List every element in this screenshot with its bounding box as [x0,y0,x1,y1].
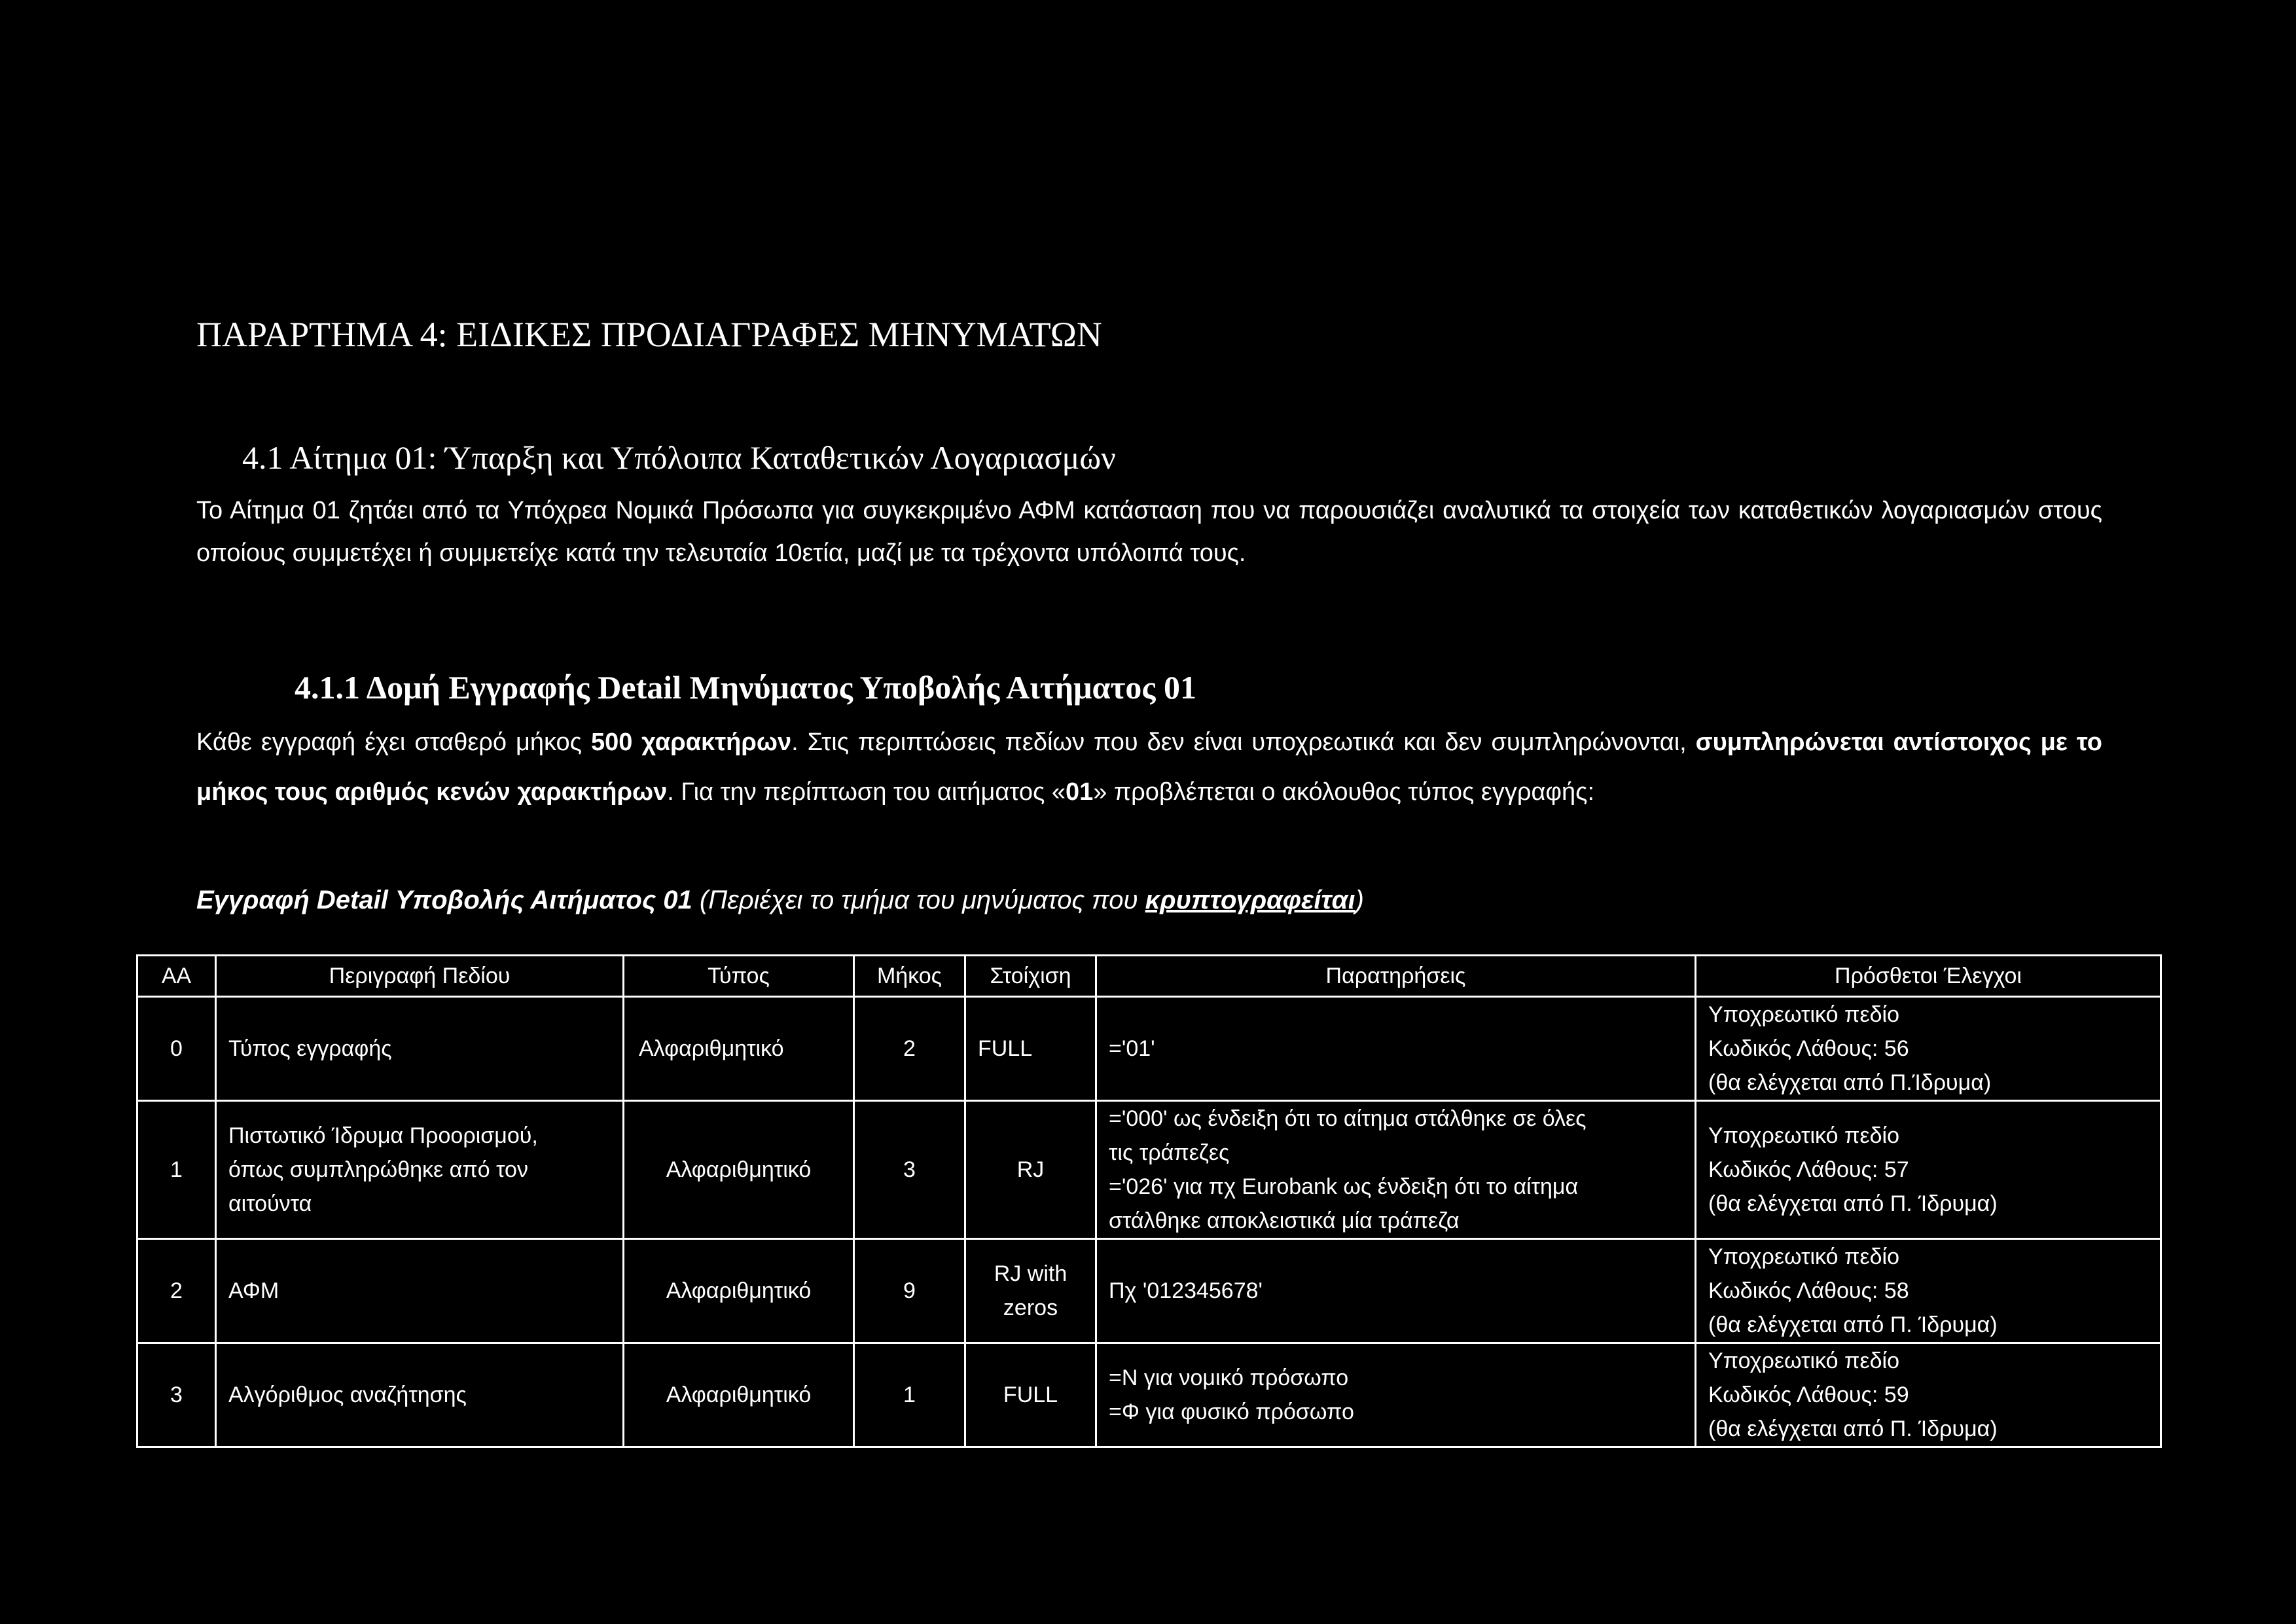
col-header-length: Μήκος [854,956,965,997]
cell-alignment [965,1343,1096,1447]
cell-checks [1696,1101,2161,1239]
table-row [137,997,2161,1101]
cell-type: Αλφαριθμητικό [624,1343,854,1447]
cell-notes [1096,1239,1696,1343]
paragraph-text: » προβλέπεται ο ακόλουθος τύπος εγγραφής: [1093,778,1595,806]
col-header-description: Περιγραφή Πεδίου [216,956,624,997]
cell-line: όπως συμπληρώθηκε από τον [228,1157,528,1182]
cell-aa: 0 [137,997,216,1101]
cell-type: Αλφαριθμητικό [624,997,854,1101]
cell-line: αιτούντα [228,1191,312,1216]
cell-line: ΑΦΜ [228,1278,279,1303]
cell-line: =Φ για φυσικό πρόσωπο [1109,1399,1354,1424]
intro-paragraph: Το Αίτημα 01 ζητάει από τα Υπόχρεα Νομικά Πρόσωπα για συγκεκριμένο ΑΦΜ κατάσταση που να παρουσιάζει αναλυτικά τα στοιχεία των καταθετικών λογαριασμών στους οποίους συμμετέχει ή συμμετείχε κατά την τελευταία 10ετία, μαζί με τα τρέχοντα υπόλοιπά τους. [196,497,2102,567]
cell-checks [1696,997,2161,1101]
cell-length: 9 [854,1239,965,1343]
cell-line: (θα ελέγχεται από Π. Ίδρυμα) [1708,1416,1998,1441]
cell-type: Αλφαριθμητικό [624,1239,854,1343]
table-row [137,1239,2161,1343]
cell-line: Κωδικός Λάθους: 58 [1708,1278,1909,1303]
col-header-alignment: Στοίχιση [965,956,1096,997]
cell-line: (θα ελέγχεται από Π.Ίδρυμα) [1708,1070,1992,1095]
cell-line: FULL [1003,1382,1058,1407]
cell-checks [1696,1239,2161,1343]
cell-line: Πιστωτικό Ίδρυμα Προορισμού, [228,1123,538,1148]
cell-description [216,1101,624,1239]
col-header-checks: Πρόσθετοι Έλεγχοι [1696,956,2161,997]
blank-fill-emphasis: συμπληρώνεται αντίστοιχος με το μήκος τους αριθμός κενών χαρακτήρων [196,729,2103,806]
cell-description [216,997,624,1101]
caption-note: (Περιέχει το τμήμα του μηνύματος που [692,886,1145,914]
cell-notes [1096,997,1696,1101]
request-code-emphasis: 01 [1065,778,1094,806]
cell-line: FULL [978,1036,1033,1061]
cell-aa: 1 [137,1101,216,1239]
cell-line: (θα ελέγχεται από Π. Ίδρυμα) [1708,1191,1998,1216]
paragraph-text: . Για την περίπτωση του αιτήματος « [667,778,1066,806]
cell-description [216,1343,624,1447]
record-paragraph [196,717,2102,817]
paragraph-text: Κάθε εγγραφή έχει σταθερό μήκος [196,729,591,756]
cell-description [216,1239,624,1343]
cell-line: Πχ '012345678' [1109,1278,1263,1303]
cell-line: RJ with [994,1261,1067,1286]
cell-aa: 2 [137,1239,216,1343]
cell-line: Κωδικός Λάθους: 57 [1708,1157,1909,1182]
record-caption [196,886,1364,915]
cell-length: 2 [854,997,965,1101]
col-header-aa: ΑΑ [137,956,216,997]
table-row [137,1343,2161,1447]
table-header-row [137,956,2161,997]
cell-line: Τύπος εγγραφής [228,1036,392,1061]
subsection-heading: 4.1.1 Δομή Εγγραφής Detail Μηνύματος Υποβολής Αιτήματος 01 [295,669,1197,706]
caption-encrypted-word: κρυπτογραφείται [1145,886,1355,914]
cell-line: RJ [1016,1157,1045,1182]
cell-notes [1096,1101,1696,1239]
cell-alignment [965,997,1096,1101]
cell-line: στάλθηκε αποκλειστικά μία τράπεζα [1109,1208,1460,1233]
cell-line: Υποχρεωτικό πεδίο [1708,1348,1899,1373]
annex-title: ΠΑΡΑΡΤΗΜΑ 4: ΕΙΔΙΚΕΣ ΠΡΟΔΙΑΓΡΑΦΕΣ ΜΗΝΥΜΑΤΩΝ [196,315,1102,354]
cell-line: ='000' ως ένδειξη ότι το αίτημα στάλθηκε σε όλες [1109,1106,1587,1131]
cell-line: ='01' [1109,1036,1155,1061]
cell-line: Κωδικός Λάθους: 59 [1708,1382,1909,1407]
fields-table [136,954,2162,1448]
cell-alignment [965,1239,1096,1343]
cell-length: 3 [854,1101,965,1239]
cell-checks [1696,1343,2161,1447]
cell-line: ='026' για πχ Eurobank ως ένδειξη ότι το αίτημα [1109,1174,1579,1199]
table-row [137,1101,2161,1239]
section-heading: 4.1 Αίτημα 01: Ύπαρξη και Υπόλοιπα Καταθετικών Λογαριασμών [242,439,1116,476]
col-header-notes: Παρατηρήσεις [1096,956,1696,997]
cell-line: Υποχρεωτικό πεδίο [1708,1244,1899,1269]
cell-type: Αλφαριθμητικό [624,1101,854,1239]
cell-line: τις τράπεζες [1109,1140,1230,1165]
cell-line: Αλγόριθμος αναζήτησης [228,1382,467,1407]
record-length-emphasis: 500 χαρακτήρων [590,729,792,756]
caption-title: Εγγραφή Detail Υποβολής Αιτήματος 01 [196,886,692,914]
caption-closing: ) [1355,886,1364,914]
cell-line: (θα ελέγχεται από Π. Ίδρυμα) [1708,1312,1998,1337]
cell-aa: 3 [137,1343,216,1447]
cell-alignment [965,1101,1096,1239]
cell-line: Υποχρεωτικό πεδίο [1708,1002,1899,1027]
cell-line: =Ν για νομικό πρόσωπο [1109,1365,1349,1390]
cell-length: 1 [854,1343,965,1447]
cell-line: Υποχρεωτικό πεδίο [1708,1123,1899,1148]
cell-line: zeros [1003,1295,1058,1320]
col-header-type: Τύπος [624,956,854,997]
cell-notes [1096,1343,1696,1447]
paragraph-text: . Στις περιπτώσεις πεδίων που δεν είναι υποχρεωτικά και δεν συμπληρώνονται, [791,729,1696,756]
cell-line: Κωδικός Λάθους: 56 [1708,1036,1909,1061]
